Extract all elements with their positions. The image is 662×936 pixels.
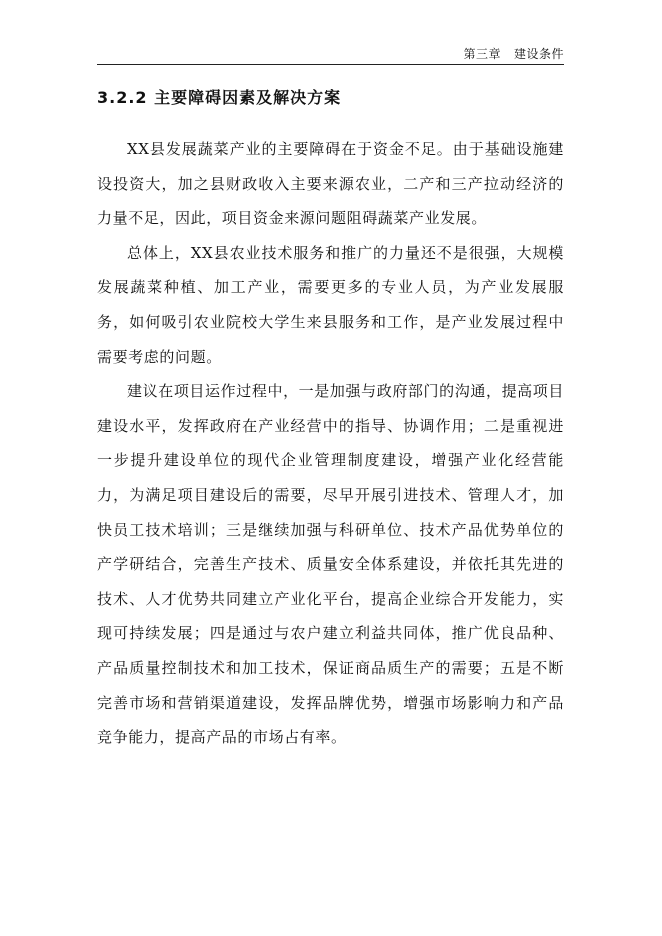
header-chapter: 第三章	[463, 47, 502, 61]
section-body	[97, 132, 564, 755]
section-number: 3.2.2	[97, 88, 148, 107]
paragraph-recommendations: 建议在项目运作过程中，一是加强与政府部门的沟通，提高项目建设水平，发挥政府在产业经营中的指导、协调作用；二是重视进一步提升建设单位的现代企业管理制度建设，增强产业化经营能力，为满足项目建设后的需要，尽早开展引进技术、管理人才，加快员工技术培训；三是继续加强与科研单位、技术产品优势单位的产学研结合，完善生产技术、质量安全体系建设，并依托其先进的技术、人才优势共同建立产业化平台，提高企业综合开发能力，实现可持续发展；四是通过与农户建立利益共同体，推广优良品种、产品质量控制技术和加工技术，保证商品质生产的需要；五是不断完善市场和营销渠道建设，发挥品牌优势，增强市场影响力和产品竞争能力，提高产品的市场占有率。	[97, 382, 564, 747]
section-heading	[97, 86, 341, 110]
section-title: 主要障碍因素及解决方案	[154, 88, 342, 107]
paragraph-funding: XX县发展蔬菜产业的主要障碍在于资金不足。由于基础设施建设投资大，加之县财政收入主要来源农业，二产和三产拉动经济的力量不足，因此，项目资金来源问题阻碍蔬菜产业发展。	[97, 140, 564, 228]
running-header	[97, 46, 564, 62]
header-title: 建设条件	[513, 47, 564, 61]
header-spacer	[501, 47, 514, 61]
header-divider	[97, 64, 564, 65]
paragraph-technical-staff: 总体上，XX县农业技术服务和推广的力量还不是很强，大规模发展蔬菜种植、加工产业，需要更多的专业人员，为产业发展服务，如何吸引农业院校大学生来县服务和工作，是产业发展过程中需要考虑的问题。	[97, 243, 564, 366]
